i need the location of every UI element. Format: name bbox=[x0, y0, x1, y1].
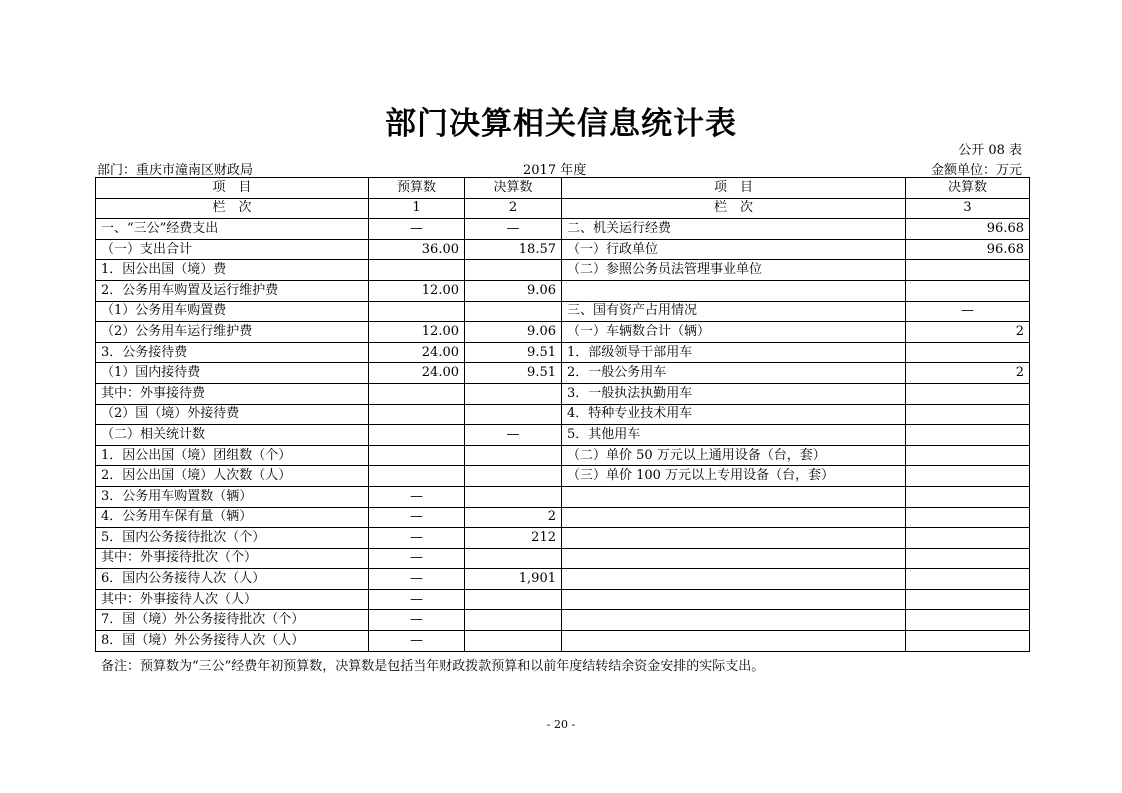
item2-cell bbox=[562, 507, 906, 528]
item2-cell: （二）参照公务员法管理事业单位 bbox=[562, 260, 906, 281]
table-row bbox=[96, 219, 1030, 240]
budget-cell bbox=[369, 260, 465, 281]
final2-cell bbox=[906, 610, 1030, 631]
final-cell bbox=[465, 260, 562, 281]
item-cell: 3．公务接待费 bbox=[96, 342, 369, 363]
final2-cell bbox=[906, 383, 1030, 404]
fiscal-year: 2017 年度 bbox=[523, 163, 587, 178]
final2-cell bbox=[906, 569, 1030, 590]
item-cell: 2．公务用车购置及运行维护费 bbox=[96, 280, 369, 301]
final-cell: — bbox=[465, 425, 562, 446]
item2-cell: 4．特种专业技术用车 bbox=[562, 404, 906, 425]
budget-cell: — bbox=[369, 507, 465, 528]
department-label: 部门：重庆市潼南区财政局 bbox=[97, 163, 254, 178]
statistics-table bbox=[95, 177, 1030, 652]
final2-cell bbox=[906, 342, 1030, 363]
final2-cell: — bbox=[906, 301, 1030, 322]
item2-cell: （三）单价 100 万元以上专用设备（台，套） bbox=[562, 466, 906, 487]
final2-cell bbox=[906, 507, 1030, 528]
table-row bbox=[96, 280, 1030, 301]
item2-cell bbox=[562, 589, 906, 610]
final2-cell bbox=[906, 404, 1030, 425]
item-cell: （一）支出合计 bbox=[96, 239, 369, 260]
budget-cell bbox=[369, 425, 465, 446]
item2-cell bbox=[562, 631, 906, 652]
header-final2: 决算数 bbox=[906, 178, 1030, 199]
table-row bbox=[96, 569, 1030, 590]
final-cell: 9.06 bbox=[465, 322, 562, 343]
footnote: 备注：预算数为“三公”经费年初预算数，决算数是包括当年财政拨款预算和以前年度结转结余资金安排的实际支出。 bbox=[101, 659, 765, 674]
item-cell: 6．国内公务接待人次（人） bbox=[96, 569, 369, 590]
final-cell: 9.51 bbox=[465, 342, 562, 363]
item-cell: 3．公务用车购置数（辆） bbox=[96, 486, 369, 507]
final2-cell bbox=[906, 631, 1030, 652]
final-cell: 18.57 bbox=[465, 239, 562, 260]
item-cell: 其中：外事接待人次（人） bbox=[96, 589, 369, 610]
final2-cell bbox=[906, 280, 1030, 301]
item-cell: （1）公务用车购置费 bbox=[96, 301, 369, 322]
item2-cell: （二）单价 50 万元以上通用设备（台，套） bbox=[562, 445, 906, 466]
table-row bbox=[96, 260, 1030, 281]
table-row bbox=[96, 239, 1030, 260]
table-row bbox=[96, 404, 1030, 425]
item-cell: 2．因公出国（境）人次数（人） bbox=[96, 466, 369, 487]
header-budget: 预算数 bbox=[369, 178, 465, 199]
item-cell: （2）公务用车运行维护费 bbox=[96, 322, 369, 343]
item2-cell: 二、机关运行经费 bbox=[562, 219, 906, 240]
item-cell: 一、“三公”经费支出 bbox=[96, 219, 369, 240]
colnum-3: 3 bbox=[906, 198, 1030, 219]
header-item: 项 目 bbox=[96, 178, 369, 199]
final-cell bbox=[465, 631, 562, 652]
table-row bbox=[96, 301, 1030, 322]
final-cell bbox=[465, 383, 562, 404]
item-cell: 其中：外事接待批次（个） bbox=[96, 548, 369, 569]
item-cell: 其中：外事接待费 bbox=[96, 383, 369, 404]
final-cell bbox=[465, 589, 562, 610]
table-row bbox=[96, 383, 1030, 404]
budget-cell: 36.00 bbox=[369, 239, 465, 260]
budget-cell bbox=[369, 445, 465, 466]
column-number-row bbox=[96, 198, 1030, 219]
final2-cell: 96.68 bbox=[906, 239, 1030, 260]
budget-cell bbox=[369, 301, 465, 322]
table-row bbox=[96, 486, 1030, 507]
table-row bbox=[96, 445, 1030, 466]
header-final: 决算数 bbox=[465, 178, 562, 199]
budget-cell: 12.00 bbox=[369, 322, 465, 343]
item2-cell: （一）行政单位 bbox=[562, 239, 906, 260]
table-row bbox=[96, 425, 1030, 446]
item-cell: 8．国（境）外公务接待人次（人） bbox=[96, 631, 369, 652]
budget-cell bbox=[369, 466, 465, 487]
item2-cell: 1．部级领导干部用车 bbox=[562, 342, 906, 363]
table-row bbox=[96, 466, 1030, 487]
form-number: 公开 08 表 bbox=[958, 143, 1022, 158]
item-cell: 1．因公出国（境）团组数（个） bbox=[96, 445, 369, 466]
budget-cell: — bbox=[369, 219, 465, 240]
final-cell: 9.06 bbox=[465, 280, 562, 301]
item-cell: （2）国（境）外接待费 bbox=[96, 404, 369, 425]
budget-cell: — bbox=[369, 548, 465, 569]
page-title: 部门决算相关信息统计表 bbox=[385, 106, 737, 142]
budget-cell: — bbox=[369, 486, 465, 507]
budget-cell: — bbox=[369, 610, 465, 631]
colnum-label2: 栏 次 bbox=[562, 198, 906, 219]
final2-cell bbox=[906, 260, 1030, 281]
item2-cell: 5．其他用车 bbox=[562, 425, 906, 446]
table-row bbox=[96, 589, 1030, 610]
page-number: - 20 - bbox=[546, 718, 576, 731]
final-cell bbox=[465, 301, 562, 322]
final2-cell bbox=[906, 589, 1030, 610]
item-cell: 7．国（境）外公务接待批次（个） bbox=[96, 610, 369, 631]
item-cell: 1．因公出国（境）费 bbox=[96, 260, 369, 281]
header-item2: 项 目 bbox=[562, 178, 906, 199]
final2-cell bbox=[906, 445, 1030, 466]
item-cell: （二）相关统计数 bbox=[96, 425, 369, 446]
final-cell bbox=[465, 610, 562, 631]
table-row bbox=[96, 342, 1030, 363]
item2-cell bbox=[562, 280, 906, 301]
budget-cell: — bbox=[369, 528, 465, 549]
final2-cell bbox=[906, 486, 1030, 507]
final2-cell bbox=[906, 548, 1030, 569]
budget-cell: — bbox=[369, 569, 465, 590]
budget-cell bbox=[369, 383, 465, 404]
item2-cell: （一）车辆数合计（辆） bbox=[562, 322, 906, 343]
final2-cell bbox=[906, 466, 1030, 487]
final-cell: 9.51 bbox=[465, 363, 562, 384]
budget-cell bbox=[369, 404, 465, 425]
item2-cell bbox=[562, 569, 906, 590]
item2-cell bbox=[562, 486, 906, 507]
item-cell: （1）国内接待费 bbox=[96, 363, 369, 384]
final2-cell: 2 bbox=[906, 322, 1030, 343]
item-cell: 5．国内公务接待批次（个） bbox=[96, 528, 369, 549]
colnum-1: 1 bbox=[369, 198, 465, 219]
final2-cell bbox=[906, 528, 1030, 549]
budget-cell: 12.00 bbox=[369, 280, 465, 301]
budget-cell: — bbox=[369, 631, 465, 652]
final-cell: — bbox=[465, 219, 562, 240]
budget-cell: 24.00 bbox=[369, 363, 465, 384]
table-row bbox=[96, 548, 1030, 569]
final2-cell bbox=[906, 425, 1030, 446]
item2-cell: 2．一般公务用车 bbox=[562, 363, 906, 384]
budget-cell: 24.00 bbox=[369, 342, 465, 363]
header-row bbox=[96, 178, 1030, 199]
final-cell bbox=[465, 445, 562, 466]
item2-cell bbox=[562, 548, 906, 569]
colnum-label: 栏 次 bbox=[96, 198, 369, 219]
table-row bbox=[96, 363, 1030, 384]
table-row bbox=[96, 507, 1030, 528]
final-cell: 212 bbox=[465, 528, 562, 549]
table-row bbox=[96, 631, 1030, 652]
colnum-2: 2 bbox=[465, 198, 562, 219]
final-cell bbox=[465, 486, 562, 507]
table-row bbox=[96, 322, 1030, 343]
table-row bbox=[96, 528, 1030, 549]
item2-cell: 三、国有资产占用情况 bbox=[562, 301, 906, 322]
budget-cell: — bbox=[369, 589, 465, 610]
final-cell: 2 bbox=[465, 507, 562, 528]
amount-unit: 金额单位：万元 bbox=[930, 163, 1022, 178]
final2-cell: 2 bbox=[906, 363, 1030, 384]
final-cell bbox=[465, 466, 562, 487]
final-cell bbox=[465, 404, 562, 425]
table-row bbox=[96, 610, 1030, 631]
item2-cell bbox=[562, 528, 906, 549]
final-cell bbox=[465, 548, 562, 569]
item-cell: 4．公务用车保有量（辆） bbox=[96, 507, 369, 528]
item2-cell: 3．一般执法执勤用车 bbox=[562, 383, 906, 404]
final-cell: 1,901 bbox=[465, 569, 562, 590]
item2-cell bbox=[562, 610, 906, 631]
final2-cell: 96.68 bbox=[906, 219, 1030, 240]
